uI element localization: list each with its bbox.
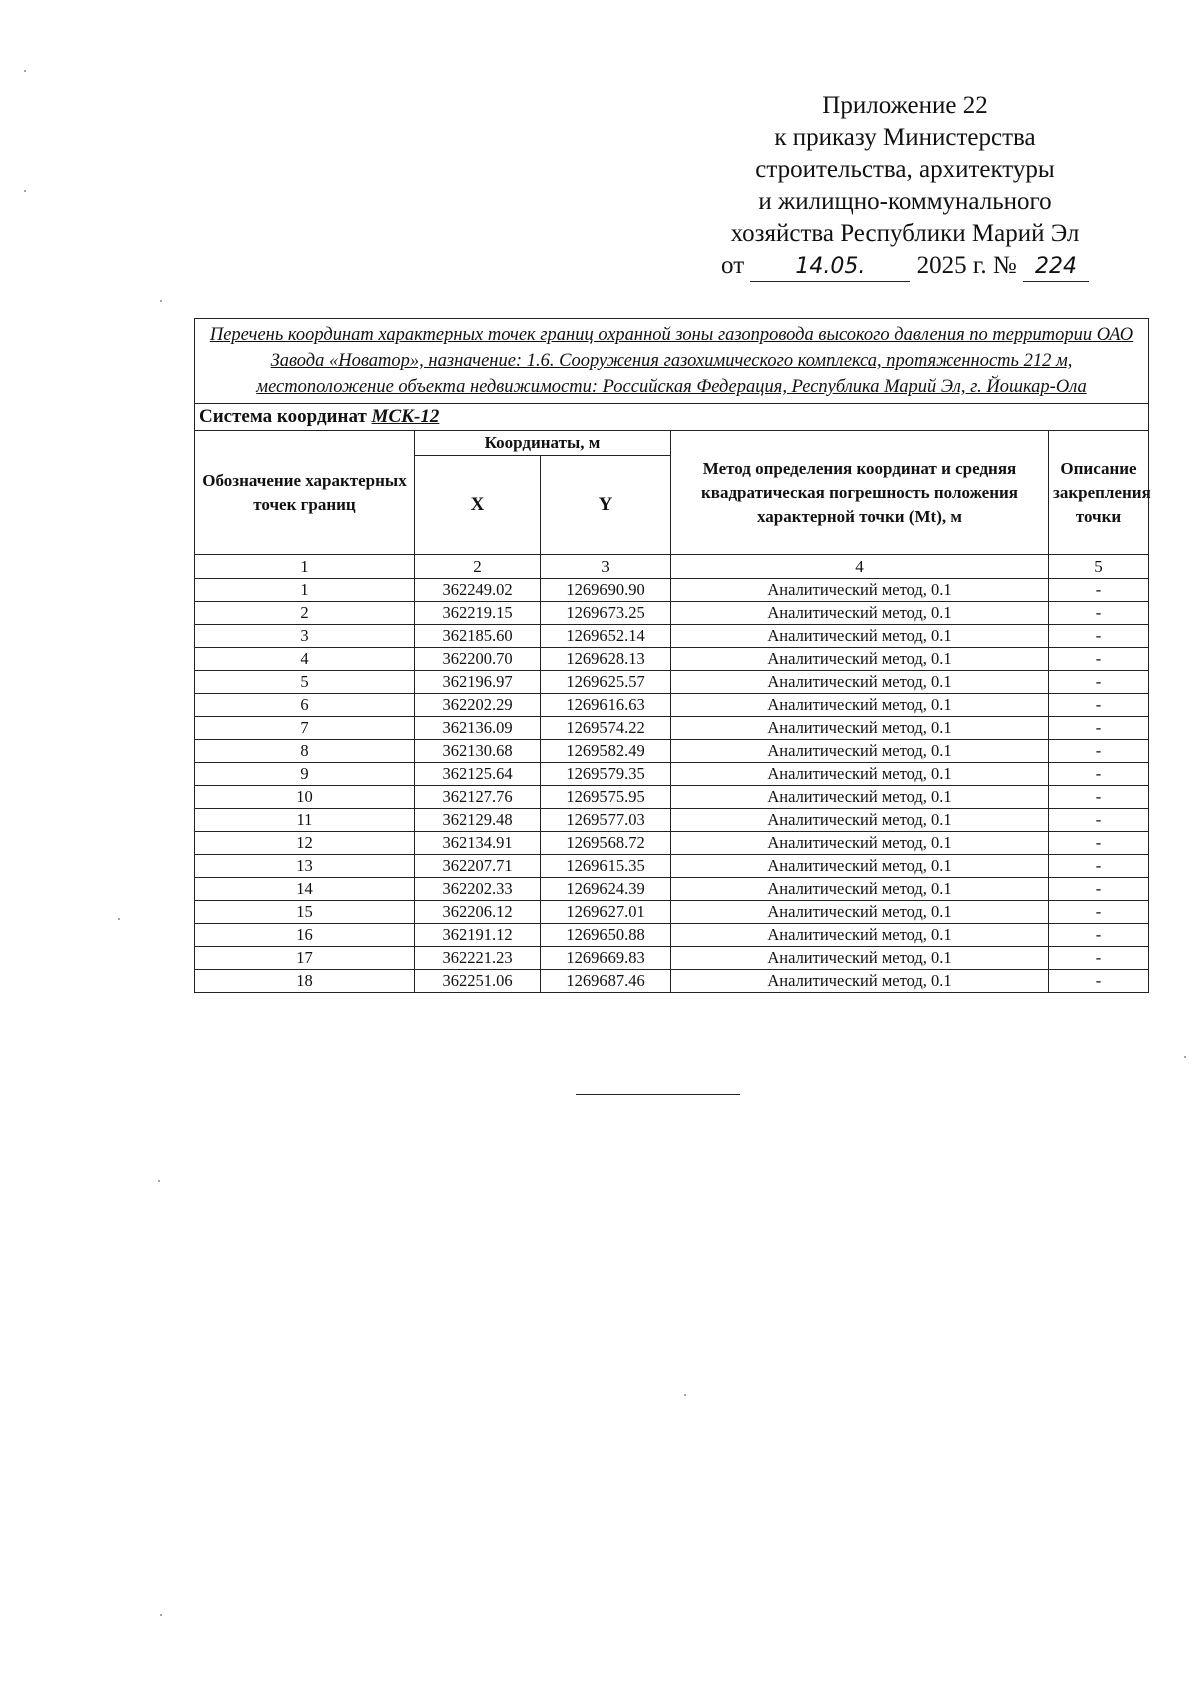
cell-method: Аналитический метод, 0.1	[671, 970, 1049, 993]
cell-description: -	[1049, 878, 1149, 901]
cell-x: 362129.48	[415, 809, 541, 832]
cell-y: 1269650.88	[541, 924, 671, 947]
column-number: 1	[195, 555, 415, 579]
header-description: Описание закрепления точки	[1049, 431, 1149, 555]
appendix-header	[690, 90, 1120, 282]
cell-description: -	[1049, 579, 1149, 602]
cell-method: Аналитический метод, 0.1	[671, 809, 1049, 832]
cell-x: 362251.06	[415, 970, 541, 993]
table-row	[195, 579, 1149, 602]
column-number: 4	[671, 555, 1049, 579]
cell-description: -	[1049, 832, 1149, 855]
cell-method: Аналитический метод, 0.1	[671, 579, 1049, 602]
appendix-line: к приказу Министерства	[774, 124, 1036, 151]
table-row	[195, 786, 1149, 809]
cell-y: 1269652.14	[541, 625, 671, 648]
cell-description: -	[1049, 855, 1149, 878]
column-number: 2	[415, 555, 541, 579]
cell-description: -	[1049, 786, 1149, 809]
header-point: Обозначение характерных точек границ	[195, 431, 415, 555]
appendix-line: строительства, архитектуры	[755, 156, 1055, 183]
order-date-line	[690, 250, 1120, 282]
cell-description: -	[1049, 740, 1149, 763]
cell-y: 1269616.63	[541, 694, 671, 717]
cell-method: Аналитический метод, 0.1	[671, 694, 1049, 717]
cell-y: 1269669.83	[541, 947, 671, 970]
cell-method: Аналитический метод, 0.1	[671, 832, 1049, 855]
scan-speck	[158, 1180, 160, 1182]
cell-y: 1269615.35	[541, 855, 671, 878]
table-row	[195, 648, 1149, 671]
cell-point: 6	[195, 694, 415, 717]
cell-description: -	[1049, 671, 1149, 694]
cell-point: 16	[195, 924, 415, 947]
cell-x: 362249.02	[415, 579, 541, 602]
cell-x: 362125.64	[415, 763, 541, 786]
cell-y: 1269627.01	[541, 901, 671, 924]
cell-description: -	[1049, 717, 1149, 740]
cell-method: Аналитический метод, 0.1	[671, 924, 1049, 947]
cell-x: 362221.23	[415, 947, 541, 970]
cell-y: 1269687.46	[541, 970, 671, 993]
cell-description: -	[1049, 694, 1149, 717]
cell-description: -	[1049, 602, 1149, 625]
cell-x: 362202.33	[415, 878, 541, 901]
table-row	[195, 947, 1149, 970]
appendix-line: Приложение 22	[822, 92, 988, 119]
cell-point: 4	[195, 648, 415, 671]
cell-description: -	[1049, 947, 1149, 970]
table-row	[195, 763, 1149, 786]
cell-point: 14	[195, 878, 415, 901]
cell-point: 8	[195, 740, 415, 763]
cell-point: 18	[195, 970, 415, 993]
cell-x: 362206.12	[415, 901, 541, 924]
table-row	[195, 970, 1149, 993]
table-caption: Перечень координат характерных точек границ охранной зоны газопровода высокого давления по территории ОАО Завода «Новатор», назначение: 1.6. Сооружения газохимического комплекса, протяженность 212 м, местоположение объекта недвижимости: Российская Федерация, Республика Марий Эл, г. Йошкар-Ола	[195, 319, 1149, 404]
cell-y: 1269582.49	[541, 740, 671, 763]
scan-speck	[24, 190, 26, 192]
cell-description: -	[1049, 625, 1149, 648]
cell-x: 362127.76	[415, 786, 541, 809]
cell-description: -	[1049, 809, 1149, 832]
closing-rule	[576, 1094, 740, 1095]
cell-y: 1269577.03	[541, 809, 671, 832]
cell-x: 362185.60	[415, 625, 541, 648]
coordinate-system-label: Система координат	[199, 406, 367, 427]
cell-method: Аналитический метод, 0.1	[671, 901, 1049, 924]
cell-y: 1269625.57	[541, 671, 671, 694]
scan-speck	[684, 1394, 686, 1396]
handwritten-date: 14.05.	[750, 253, 910, 282]
column-number: 3	[541, 555, 671, 579]
cell-x: 362219.15	[415, 602, 541, 625]
table-row	[195, 625, 1149, 648]
handwritten-order-number: 224	[1023, 253, 1089, 282]
coordinates-table	[194, 318, 1149, 993]
cell-description: -	[1049, 648, 1149, 671]
cell-method: Аналитический метод, 0.1	[671, 878, 1049, 901]
cell-point: 3	[195, 625, 415, 648]
header-x: X	[415, 456, 541, 555]
scan-speck	[160, 300, 162, 302]
cell-x: 362196.97	[415, 671, 541, 694]
cell-x: 362207.71	[415, 855, 541, 878]
cell-x: 362134.91	[415, 832, 541, 855]
table-row	[195, 809, 1149, 832]
cell-point: 5	[195, 671, 415, 694]
cell-method: Аналитический метод, 0.1	[671, 855, 1049, 878]
coordinate-system	[195, 404, 1149, 431]
appendix-line: хозяйства Республики Марий Эл	[730, 220, 1080, 247]
cell-method: Аналитический метод, 0.1	[671, 786, 1049, 809]
cell-point: 7	[195, 717, 415, 740]
header-coordinates: Координаты, м	[415, 431, 671, 456]
table-row	[195, 855, 1149, 878]
table-row	[195, 924, 1149, 947]
cell-point: 15	[195, 901, 415, 924]
cell-y: 1269568.72	[541, 832, 671, 855]
cell-point: 12	[195, 832, 415, 855]
cell-point: 11	[195, 809, 415, 832]
cell-description: -	[1049, 901, 1149, 924]
table-row	[195, 671, 1149, 694]
header-y: Y	[541, 456, 671, 555]
column-number-row	[195, 555, 1149, 579]
cell-point: 17	[195, 947, 415, 970]
header-method: Метод определения координат и средняя квадратическая погрешность положения характерной точки (Mt), м	[671, 431, 1049, 555]
cell-method: Аналитический метод, 0.1	[671, 671, 1049, 694]
table-row	[195, 717, 1149, 740]
table-row	[195, 740, 1149, 763]
cell-x: 362136.09	[415, 717, 541, 740]
column-number: 5	[1049, 555, 1149, 579]
cell-y: 1269574.22	[541, 717, 671, 740]
cell-method: Аналитический метод, 0.1	[671, 602, 1049, 625]
from-label: от	[721, 252, 745, 279]
cell-method: Аналитический метод, 0.1	[671, 717, 1049, 740]
scan-speck	[118, 918, 120, 920]
cell-y: 1269624.39	[541, 878, 671, 901]
cell-y: 1269673.25	[541, 602, 671, 625]
scan-speck	[24, 70, 26, 72]
cell-method: Аналитический метод, 0.1	[671, 648, 1049, 671]
cell-y: 1269579.35	[541, 763, 671, 786]
cell-point: 2	[195, 602, 415, 625]
table-row	[195, 901, 1149, 924]
cell-method: Аналитический метод, 0.1	[671, 625, 1049, 648]
appendix-line: и жилищно-коммунального	[758, 188, 1052, 215]
cell-x: 362191.12	[415, 924, 541, 947]
cell-x: 362200.70	[415, 648, 541, 671]
cell-description: -	[1049, 970, 1149, 993]
table-row	[195, 602, 1149, 625]
cell-point: 1	[195, 579, 415, 602]
cell-point: 9	[195, 763, 415, 786]
table-row	[195, 832, 1149, 855]
scan-speck	[160, 1614, 162, 1616]
cell-description: -	[1049, 924, 1149, 947]
coordinate-system-value: МСК-12	[371, 406, 440, 427]
cell-point: 10	[195, 786, 415, 809]
cell-method: Аналитический метод, 0.1	[671, 740, 1049, 763]
cell-description: -	[1049, 763, 1149, 786]
table-row	[195, 878, 1149, 901]
cell-x: 362130.68	[415, 740, 541, 763]
cell-point: 13	[195, 855, 415, 878]
cell-x: 362202.29	[415, 694, 541, 717]
year-label: 2025 г. №	[916, 252, 1017, 279]
cell-method: Аналитический метод, 0.1	[671, 763, 1049, 786]
table-row	[195, 694, 1149, 717]
cell-y: 1269575.95	[541, 786, 671, 809]
cell-y: 1269628.13	[541, 648, 671, 671]
cell-method: Аналитический метод, 0.1	[671, 947, 1049, 970]
scan-speck	[1184, 1056, 1186, 1058]
cell-y: 1269690.90	[541, 579, 671, 602]
